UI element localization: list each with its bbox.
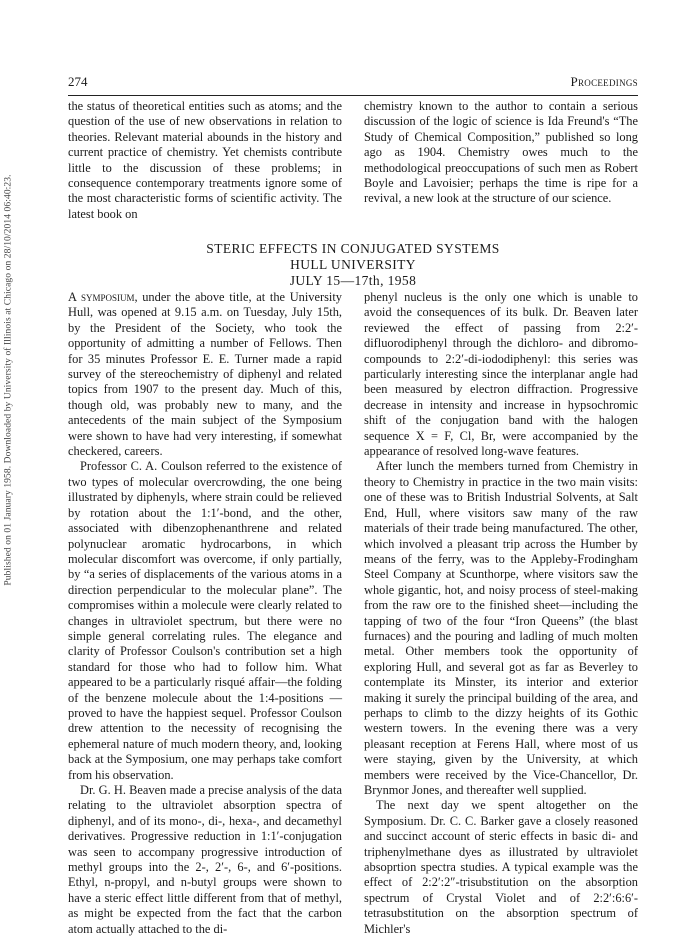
continued-section bbox=[68, 99, 638, 222]
article-left-column bbox=[68, 290, 342, 937]
continued-right-column bbox=[364, 99, 638, 222]
paragraph: phenyl nucleus is the only one which is unable to avoid the consequences of its bulk. Dr. Beaven later reviewed the effect of passing from 2:2′-difluorodiphenyl through the dichloro- and dibromo-compounds to 2:2′-di-iododiphenyl: this series was particularly interesting since the interplanar angle had been measured by electron diffraction. Progressive decrease in intensity and increase in hypsochromic shift of the conjugation band with the halogen sequence X = F, Cl, Br, were accompanied by the appearance of resolved long-wave features. bbox=[364, 290, 638, 459]
download-watermark-text: Published on 01 January 1958. Downloaded by University of Illinois at Chicago on 28/10/2014 06:40:23. bbox=[4, 174, 14, 586]
article-heading bbox=[68, 241, 638, 290]
article-dates: JULY 15—17th, 1958 bbox=[289, 273, 417, 289]
paragraph-text: under the above title, at the University Hull, was opened at 9.15 a.m. on Tuesday, July 15th, by the President of the Society, who took the opportunity of admitting a number of Fellows. Then for 35 minutes Professor E. E. Turner made a rapid survey of the stereochemistry of diphenyl and related topics from 1907 to the present day. Much of this, though old, was probably new to many, and the antecedents of the main subject of the Symposium were shown to have had very interesting, if somewhat checkered, careers. bbox=[68, 290, 342, 459]
continued-left-text: the status of theoretical entities such as atoms; and the question of the use of new observations in relation to theories. Relevant material abounds in the history and current practice of chemistry. Yet chemists contribute little to the discussion of these problems; in consequence contemporary treatments ignore some of the most characteristic forms of scientific activity. The latest book on bbox=[68, 99, 342, 221]
paragraph: Professor C. A. Coulson referred to the existence of two types of molecular overcrowding, the one being illustrated by diphenyls, where strain could be relieved by rotation about the 1:1′-bond, and the other, associated with dibenzophenanthrene and related polynuclear aromatic hydrocarbons, in which molecular discomfort was overcome, if only partially, by “a series of displacements of the various atoms in a direction perpendicular to the molecular plane”. The compromises within a molecule were clearly related to changes in ultraviolet spectrum, but there were no simple general correlating rules. The elegance and clarity of Professor Coulson's contribution set a high standard for those who had to follow him. What appeared to be a particularly risqué affair—the folding of the benzene molecule about the 1:4-positions —proved to have the happiest sequel. Professor Coulson drew attention to the necessity of recognising the ephemeral nature of much modern theory, and, looking back at the Symposium, one may perhaps take comfort from his observation. bbox=[68, 459, 342, 782]
paragraph: After lunch the members turned from Chemistry in theory to Chemistry in practice in the two main visits: one of these was to British Industrial Solvents, at Salt End, Hull, where visitors saw many of the raw materials of their trade being manufactured. The other, which involved a pleasant trip across the Humber by means of the ferry, was to the Appleby-Frodingham Steel Company at Scunthorpe, where visitors saw the whole gigantic, hot, and noisy process of steel-making from the raw ore to the finished sheet—including the tapping of two of the four “Iron Queens” (the blast furnaces) and the pouring and ladling of much molten metal. Other members took the opportunity of exploring Hull, and several got as far as Beverley to contemplate its Minster, its interior and exterior making it surely the principal building of the area, and perhaps to climb to the dizzy heights of its Gothic western towers. In the evening there was a very pleasant reception at Ferens Hall, where most of us were staying, given by the University, at which members were received by the Vice-Chancellor, Dr. Brynmor Jones, and thereafter well supplied. bbox=[364, 459, 638, 797]
download-watermark bbox=[2, 140, 16, 620]
continued-right-text: chemistry known to the author to contain a serious discussion of the logic of science is Ida Freund's “The Study of Chemical Composition,” published so long ago as 1904. Chemistry owes much to the methodological preoccupations of such men as Robert Boyle and Lavoisier; perhaps the time is ripe for a revival, a new look at the structure of our science. bbox=[364, 99, 638, 206]
lead-in: A symposium, bbox=[68, 290, 138, 304]
article-body bbox=[68, 290, 638, 937]
paragraph bbox=[68, 290, 342, 459]
article-right-column bbox=[364, 290, 638, 937]
continued-left-column bbox=[68, 99, 342, 222]
article-title: STERIC EFFECTS IN CONJUGATED SYSTEMS bbox=[206, 241, 500, 256]
page-number: 274 bbox=[68, 74, 88, 89]
header-rule bbox=[68, 95, 638, 96]
page-header bbox=[68, 74, 638, 90]
running-head: Proceedings bbox=[570, 74, 638, 89]
paragraph: The next day we spent altogether on the Symposium. Dr. C. C. Barker gave a closely reasoned and succinct account of steric effects in basic di- and triphenylmethane dyes as illustrated by ultraviolet absoprtion spectra studies. A typical example was the effect of 2:2′:2″-trisubstitution on the absorption spectrum of Crystal Violet and of 2:2′:6:6′-tetrasubstitution on the absorption spectrum of Michler's bbox=[364, 798, 638, 936]
paragraph: Dr. G. H. Beaven made a precise analysis of the data relating to the ultraviolet absorption spectra of diphenyl, and of its mono-, di-, hexa-, and decamethyl derivatives. Progressive reduction in 1:1′-conjugation was seen to accompany progressive introduction of methyl groups into the 2-, 2′-, 6-, and 6′-positions. Ethyl, n-propyl, and n-butyl groups were shown to have a steric effect little different from that of methyl, as might be expected from the fact that the carbon atom actually attached to the di- bbox=[68, 783, 342, 936]
article-location: HULL UNIVERSITY bbox=[290, 257, 416, 273]
